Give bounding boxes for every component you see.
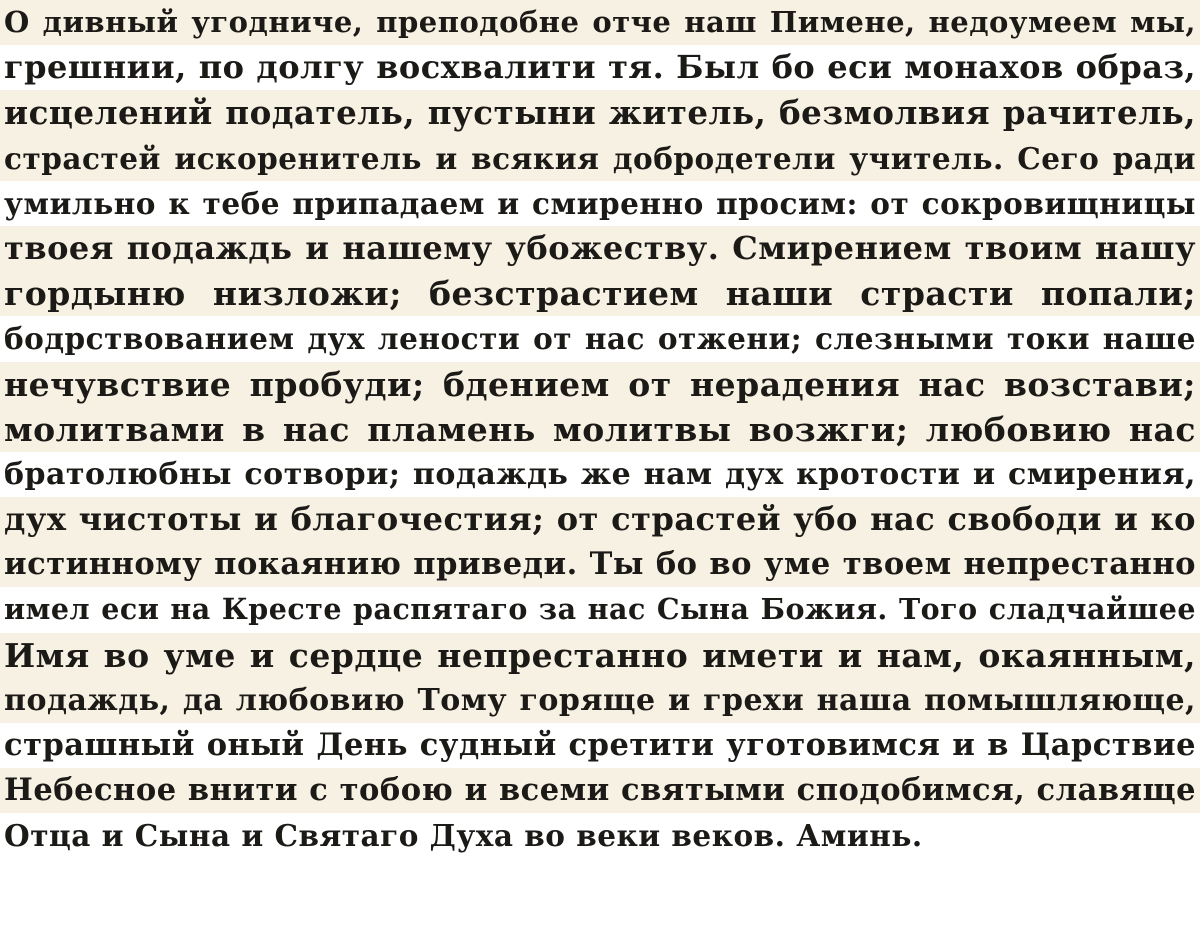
text-line-6: твоея подаждь и нашему убожеству. Смирением твоим нашу <box>0 226 1200 271</box>
text-line-8: бодрствованием дух лености от нас отжени; слезными токи наше <box>4 321 1196 357</box>
text-line-18: Небесное внити с тобою и всеми святыми сподобимся, славяще <box>0 768 1200 813</box>
text-line-13: истинному покаянию приведи. Ты бо во уме твоем непрестанно <box>0 542 1200 587</box>
text-line-2: грешнии, по долгу восхвалити тя. Был бо еси монахов образ, <box>4 48 1196 87</box>
text-line-12: дух чистоты и благочестия; от страстей убо нас свободи и ко <box>0 497 1200 542</box>
text-line-10: молитвами в нас пламень молитвы возжги; любовию нас <box>0 407 1200 452</box>
text-line-11: братолюбны сотвори; подаждь же нам дух кротости и смирения, <box>4 456 1196 492</box>
text-line-7: гордыню низложи; безстрастием наши страсти попали; <box>0 271 1200 316</box>
text-line-14: имел еси на Кресте распятаго за нас Сына Божия. Того сладчайшее <box>4 592 1196 627</box>
text-line-4: страстей искоренитель и всякия добродетели учитель. Сего ради <box>0 136 1200 181</box>
text-line-5: умильно к тебе припадаем и смиренно просим: от сокровищницы <box>4 185 1196 221</box>
text-line-16: подаждь, да любовию Тому горяще и грехи наша помышляюще, <box>0 678 1200 723</box>
text-line-1: О дивный угодниче, преподобне отче наш Пимене, недоумеем мы, <box>0 0 1200 45</box>
text-line-15: Имя во уме и сердце непрестанно имети и нам, окаянным, <box>0 633 1200 678</box>
text-line-19: Отца и Сына и Святаго Духа во веки веков. Аминь. <box>4 818 923 854</box>
text-line-17: страшный оный День судный сретити уготовимся и в Царствие <box>4 727 1196 763</box>
text-line-3: исцелений податель, пустыни житель, безмолвия рачитель, <box>0 90 1200 135</box>
text-line-9: нечувствие пробуди; бдением от нерадения нас возстави; <box>0 362 1200 407</box>
